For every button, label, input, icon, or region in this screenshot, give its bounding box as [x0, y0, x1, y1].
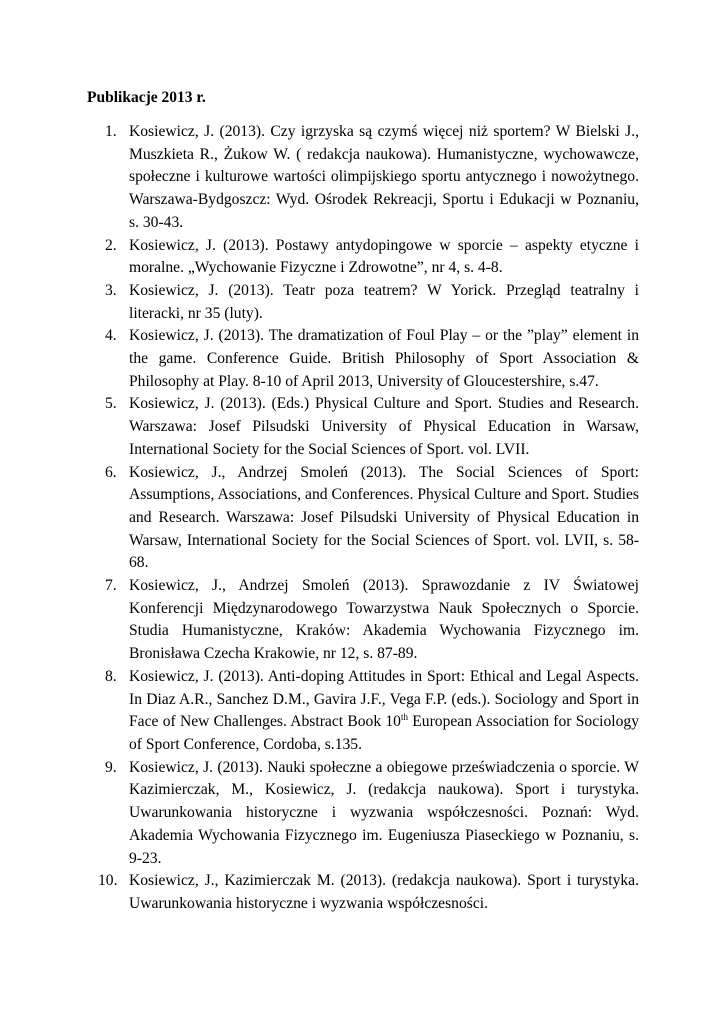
item-text: Kosiewicz, J., Andrzej Smoleń (2013). Sprawozdanie z IV Światowej Konferencji Międzynarodowego Towarzystwa Nauk Społecznych o Sporcie. Studia Humanistyczne, Kraków: Akademia Wychowania Fizycznego im. Bronisława Czecha Krakowie, nr 12, s. 87-89.	[129, 577, 639, 663]
item-text: Kosiewicz, J. (2013). Czy igrzyska są czymś więcej niż sportem? W Bielski J., Muszkieta R., Żukow W. ( redakcja naukowa). Humanistyczne, wychowawcze, społeczne i kulturowe wartości olimpijskiego sportu antycznego i nowożytnego. Warszawa-Bydgoszcz: Wyd. Ośrodek Rekreacji, Sportu i Edukacji w Poznaniu, s. 30-43.	[129, 123, 639, 231]
list-item	[0, 235, 725, 280]
list-item	[0, 462, 725, 576]
list-item	[0, 666, 725, 757]
item-number: 9.	[105, 758, 117, 776]
item-number: 6.	[105, 463, 117, 481]
item-text: Kosiewicz, J. (2013). Postawy antydopingowe w sporcie – aspekty etyczne i moralne. „Wychowanie Fizyczne i Zdrowotne”, nr 4, s. 4-8.	[129, 236, 639, 277]
item-text: Kosiewicz, J., Andrzej Smoleń (2013). The Social Sciences of Sport: Assumptions, Associations, and Conferences. Physical Culture and Sport. Studies and Research. Warszawa: Josef Pilsudski University of Physical Education in Warsaw, International Society for the Social Sciences of Sport. vol. LVII, s. 58-68.	[129, 463, 639, 572]
item-number: 5.	[105, 395, 117, 413]
item-text: Kosiewicz, J. (2013). Nauki społeczne a obiegowe przeświadczenia o sporcie. W Kazimierczak, M., Kosiewicz, J. (redakcja naukowa). Sport i turystyka. Uwarunkowania historyczne i wyzwania współczesności. Poznań: Wyd. Akademia Wychowania Fizycznego im. Eugeniusza Piaseckiego w Poznaniu, s. 9-23.	[129, 758, 639, 867]
list-item	[0, 870, 725, 915]
page-title: Publikacje 2013 r.	[87, 89, 206, 106]
item-number: 2.	[105, 236, 117, 254]
item-text: Kosiewicz, J. (2013). The dramatization of Foul Play – or the ”play” element in the game. Conference Guide. British Philosophy of Sport Association & Philosophy at Play. 8-10 of April 2013, University of Gloucestershire, s.47.	[129, 327, 639, 390]
list-item	[0, 393, 725, 461]
list-item	[0, 280, 725, 325]
item-number: 8.	[105, 667, 117, 685]
item-text: Kosiewicz, J. (2013). (Eds.) Physical Culture and Sport. Studies and Research. Warszawa: Josef Pilsudski University of Physical Education in Warsaw, International Society for the Social Sciences of Sport. vol. LVII.	[129, 395, 639, 458]
list-item	[0, 757, 725, 871]
item-number: 7.	[105, 577, 117, 595]
item-text: Kosiewicz, J., Kazimierczak M. (2013). (redakcja naukowa). Sport i turystyka. Uwarunkowania historyczne i wyzwania współczesności.	[129, 872, 639, 912]
item-number: 3.	[105, 281, 117, 299]
item-text-part: Kosiewicz, J. (2013). Anti-doping Attitudes in Sport: Ethical and Legal Aspects. In Diaz A.R., Sanchez D.M., Gavira J.F., Vega F.P. (eds.). Sociology and Sport in Face of New Challenges. Abstract Book 10	[129, 667, 639, 731]
list-item	[0, 121, 725, 235]
list-item	[0, 575, 725, 666]
item-text: Kosiewicz, J. (2013). Teatr poza teatrem? W Yorick. Przegląd teatralny i literacki, nr 35 (luty).	[129, 281, 639, 322]
publication-list	[0, 121, 725, 916]
item-text-part: European Association for Sociology of Sport Conference, Cordoba, s.135.	[129, 713, 639, 753]
item-number: 10.	[98, 872, 118, 890]
item-number: 4.	[105, 327, 117, 345]
item-number: 1.	[105, 123, 117, 140]
item-text	[129, 666, 639, 757]
list-item	[0, 325, 725, 393]
ordinal-superscript: th	[400, 712, 408, 723]
